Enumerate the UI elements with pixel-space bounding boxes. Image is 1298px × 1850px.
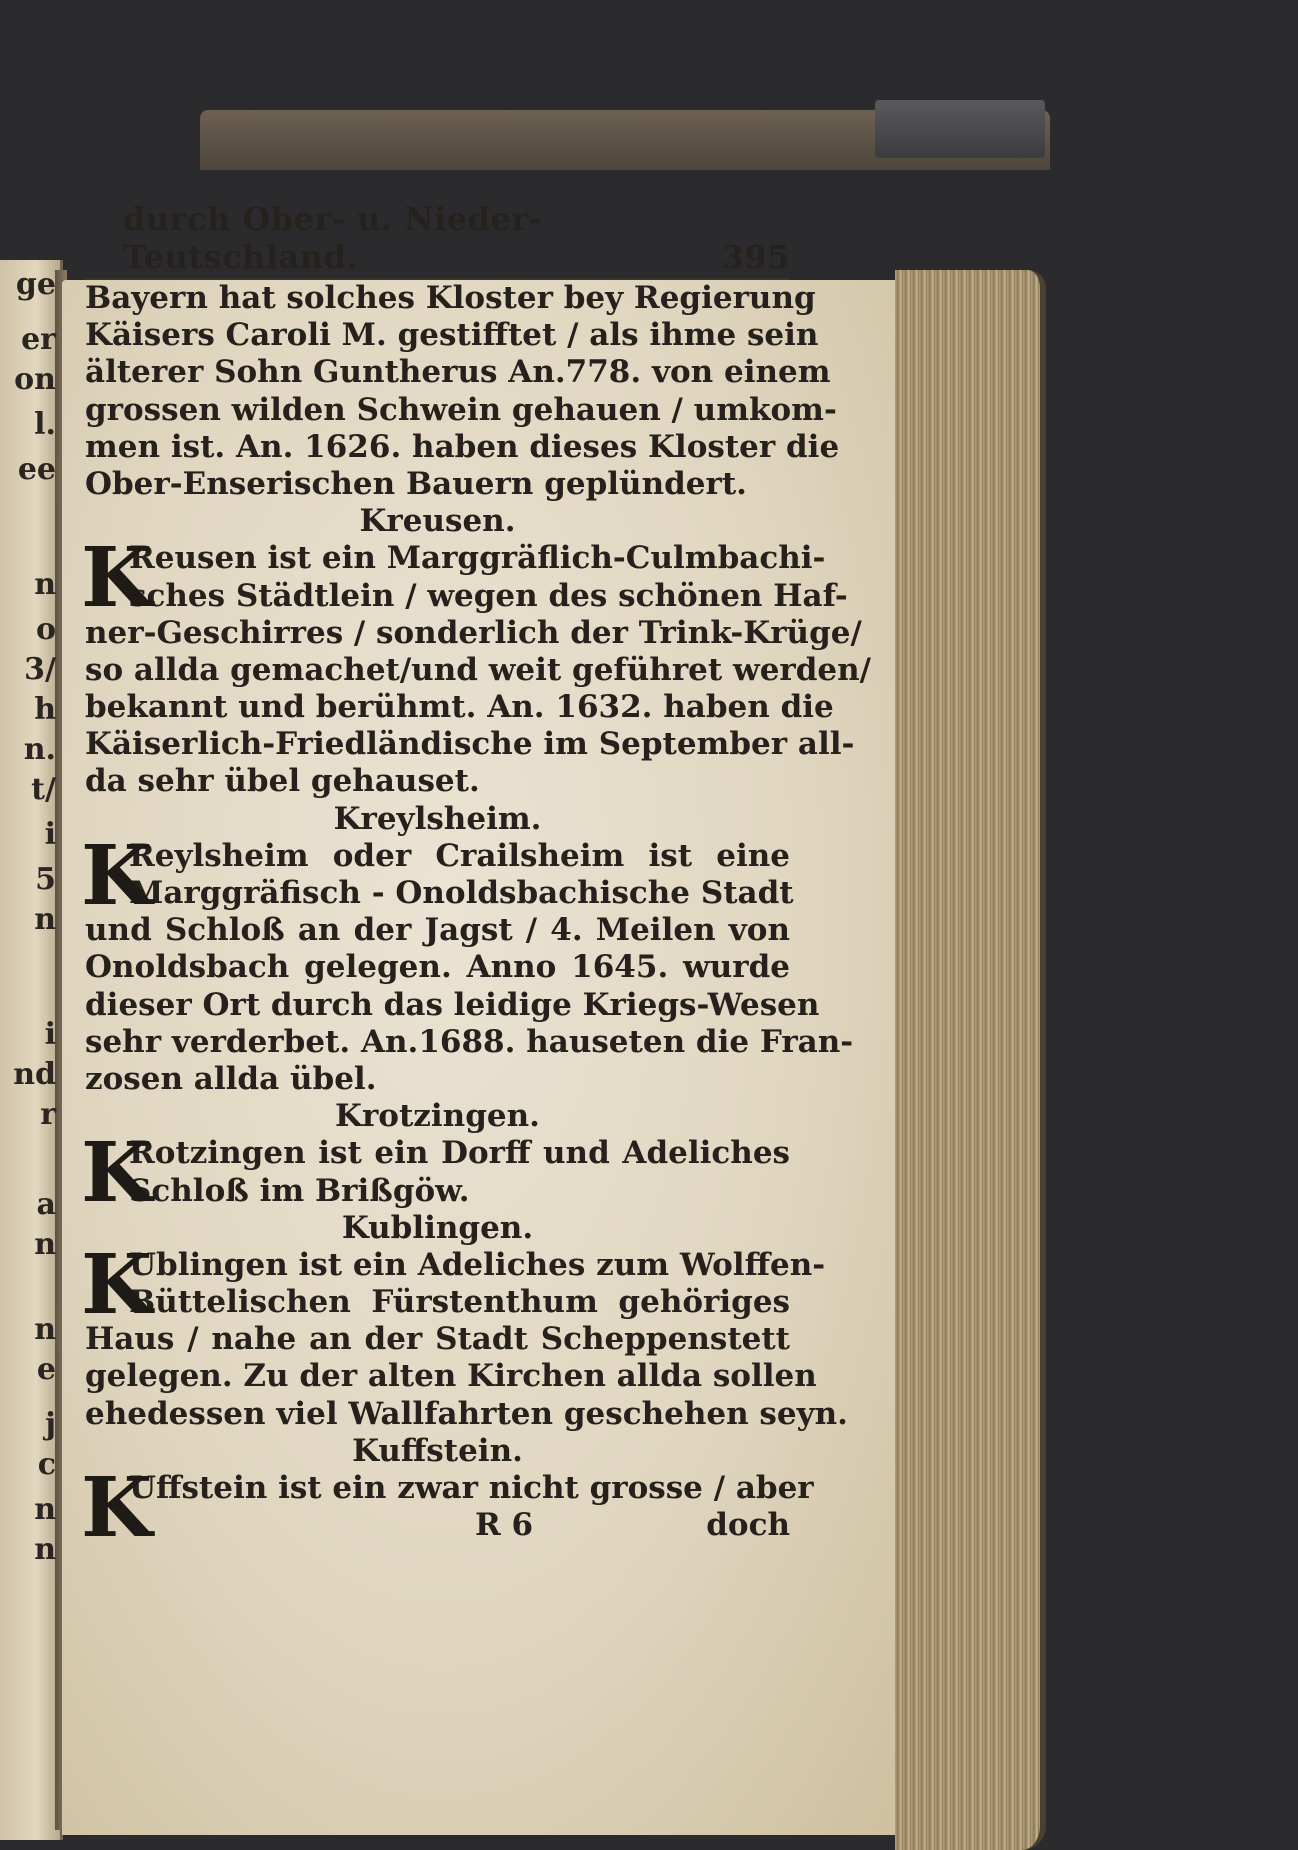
left-page-fragment: 5 — [35, 862, 56, 897]
text-line: Ober-Enserischen Bauern geplündert. — [85, 465, 747, 502]
text-line: ehedessen viel Wallfahrten geschehen seyn. — [85, 1395, 848, 1432]
left-page-fragment: e — [36, 1352, 56, 1387]
text-line: da sehr übel gehauset. — [85, 763, 480, 800]
text-line: gelegen. Zu der alten Kirchen allda sollen — [85, 1358, 817, 1395]
entry-paragraph — [81, 1236, 848, 1433]
text-line: zosen allda übel. — [85, 1060, 377, 1097]
entry-paragraph — [81, 530, 872, 800]
left-page-fragment: j — [45, 1407, 56, 1442]
left-page-fragment: n — [34, 1227, 56, 1262]
left-page-fragment: n — [34, 1492, 56, 1527]
catchword: doch — [706, 1507, 790, 1544]
entry-heading: Kublingen. — [341, 1209, 534, 1246]
drop-capital: K — [81, 530, 153, 627]
left-page-fragment: 3/ — [24, 652, 56, 687]
drop-capital: K — [81, 1236, 153, 1333]
text-line: Büttelischen Fürstenthum gehöriges — [129, 1284, 790, 1321]
page-text — [81, 200, 872, 1556]
entry-heading: Krotzingen. — [335, 1098, 540, 1135]
text-line: Rotzingen ist ein Dorff und Adeliches — [129, 1135, 790, 1172]
left-page-fragment: nd — [13, 1057, 56, 1092]
running-head-title: durch Ober- u. Nieder-Teutschland. — [123, 200, 543, 276]
left-page-fragment: n — [34, 1532, 56, 1567]
left-page-fragment: ge — [15, 267, 56, 302]
left-page-text-fragments — [4, 267, 56, 1620]
left-page-fragment: n — [34, 902, 56, 937]
text-line: Käiserlich-Friedländische im September all- — [85, 726, 855, 763]
text-line: bekannt und berühmt. An. 1632. haben die — [85, 689, 834, 726]
text-line: Uffstein ist ein zwar nicht grosse / aber — [129, 1470, 814, 1506]
left-page-fragment: o — [35, 612, 56, 647]
text-line: Reusen ist ein Marggräflich-Culmbachi- — [129, 540, 826, 577]
entry-heading: Kuffstein. — [352, 1432, 523, 1469]
entry-paragraph — [81, 1125, 790, 1222]
text-line: und Schloß an der Jagst / 4. Meilen von — [85, 912, 790, 949]
page-edges — [895, 270, 1046, 1850]
drop-capital: K — [81, 1125, 153, 1222]
metal-clasp — [875, 100, 1045, 158]
text-line: älterer Sohn Guntherus An.778. von einem — [85, 354, 831, 391]
running-head — [85, 200, 790, 280]
left-page-fragment: l. — [34, 407, 56, 442]
text-line: sehr verderbet. An.1688. hauseten die Fran- — [85, 1023, 854, 1060]
drop-capital: K — [81, 1460, 153, 1556]
left-page-fragment: i — [44, 817, 56, 852]
left-page-fragment: c — [37, 1447, 56, 1482]
left-page-fragment: a — [36, 1187, 56, 1222]
text-line: Bayern hat solches Kloster bey Regierung — [85, 280, 816, 316]
text-line: men ist. An. 1626. haben dieses Kloster die — [85, 428, 840, 465]
drop-capital: K — [81, 827, 153, 924]
text-line: Marggräfisch - Onoldsbachische Stadt — [129, 875, 794, 911]
entry-heading: Kreusen. — [359, 503, 516, 540]
text-line: Käisers Caroli M. gestifftet / als ihme sein — [85, 317, 819, 354]
left-page-fragment: i — [44, 1017, 56, 1052]
left-page-fragment: n. — [23, 732, 56, 767]
text-line: grossen wilden Schwein gehauen / umkom- — [85, 391, 837, 428]
entry-paragraph — [81, 827, 854, 1098]
text-line: Schloß im Brißgöw. — [129, 1172, 470, 1209]
left-page-fragment: ee — [17, 452, 56, 487]
entry-heading: Kreylsheim. — [333, 800, 542, 837]
text-line: Reylsheim oder Crailsheim ist eine — [129, 837, 790, 874]
left-page-fragment: t/ — [31, 772, 56, 807]
page-footer — [85, 1507, 790, 1544]
text-line: sches Städtlein / wegen des schönen Haf- — [129, 577, 848, 614]
text-line: dieser Ort durch das leidige Kriegs-Wesen — [85, 986, 820, 1023]
left-page-fragment: n — [34, 567, 56, 602]
left-page-fragment: r — [40, 1097, 56, 1132]
left-page-fragment: er — [21, 322, 56, 357]
page-number: 395 — [721, 238, 790, 276]
signature-mark: R 6 — [475, 1507, 534, 1544]
text-line: so allda gemachet/und weit geführet werden/ — [85, 651, 872, 688]
left-page-fragment: on — [14, 362, 56, 397]
left-page-fragment: n — [34, 1312, 56, 1347]
text-line: ner-Geschirres / sonderlich der Trink-Krüge/ — [85, 614, 862, 651]
intro-paragraph — [85, 280, 840, 503]
text-line: Onoldsbach gelegen. Anno 1645. wurde — [85, 949, 790, 986]
text-line: Haus / nahe an der Stadt Scheppenstett — [85, 1321, 790, 1358]
text-line: Ublingen ist ein Adeliches zum Wolffen- — [129, 1246, 826, 1283]
left-page-fragment: h — [34, 692, 56, 727]
